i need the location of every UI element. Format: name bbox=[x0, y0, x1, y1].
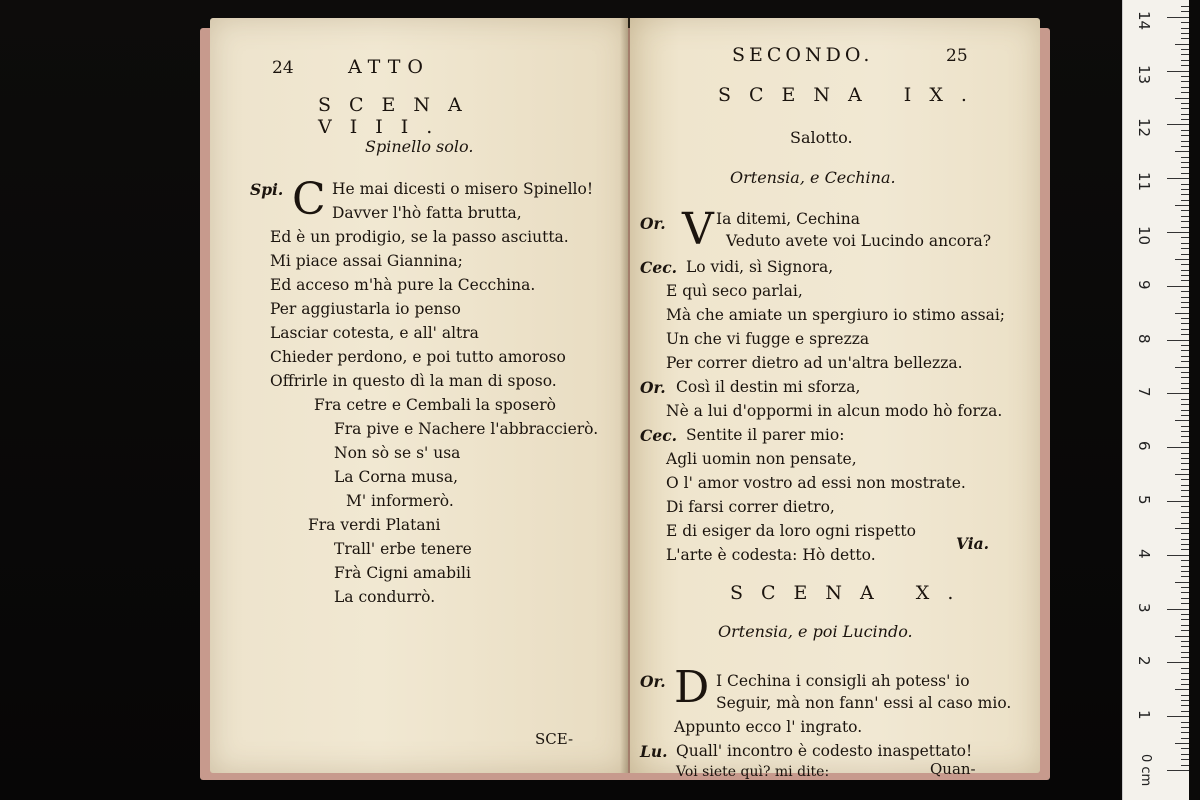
ruler-tick bbox=[1181, 549, 1189, 550]
verse-line bbox=[640, 426, 677, 445]
verse-line: La Corna musa, bbox=[334, 468, 459, 486]
ruler-tick bbox=[1175, 151, 1189, 152]
ruler-number: 11 bbox=[1135, 172, 1153, 192]
verse-line bbox=[640, 672, 666, 691]
scene-characters: Ortensia, e Cechina. bbox=[730, 168, 896, 187]
ruler-tick bbox=[1181, 431, 1189, 432]
ruler-tick bbox=[1181, 361, 1189, 362]
ruler-tick bbox=[1167, 662, 1189, 663]
verse-line: O l' amor vostro ad essi non mostrate. bbox=[666, 474, 966, 492]
ruler-tick bbox=[1181, 614, 1189, 615]
ruler-tick bbox=[1181, 576, 1189, 577]
ruler-tick bbox=[1181, 318, 1189, 319]
ruler-tick bbox=[1181, 657, 1189, 658]
ruler-tick bbox=[1175, 205, 1189, 206]
verse-line: Quall' incontro è codesto inaspettato! bbox=[676, 742, 973, 760]
ruler-tick bbox=[1181, 490, 1189, 491]
verse-line: Lasciar cotesta, e all' altra bbox=[270, 324, 479, 342]
ruler-tick bbox=[1181, 442, 1189, 443]
ruler-tick bbox=[1181, 533, 1189, 534]
verse-line: Ed acceso m'hà pure la Cecchina. bbox=[270, 276, 536, 294]
ruler-tick bbox=[1181, 221, 1189, 222]
ruler-tick bbox=[1175, 367, 1189, 368]
ruler-tick bbox=[1181, 738, 1189, 739]
ruler-tick bbox=[1181, 587, 1189, 588]
ruler-tick bbox=[1181, 200, 1189, 201]
ruler-tick bbox=[1181, 410, 1189, 411]
ruler-tick bbox=[1167, 447, 1189, 448]
ruler-tick bbox=[1181, 189, 1189, 190]
ruler-tick bbox=[1181, 350, 1189, 351]
ruler-tick bbox=[1181, 732, 1189, 733]
catchword: Quan- bbox=[930, 760, 976, 778]
page-number: 25 bbox=[946, 46, 968, 66]
speaker-label: Lu. bbox=[640, 742, 668, 761]
ruler-tick bbox=[1181, 162, 1189, 163]
ruler-tick bbox=[1181, 345, 1189, 346]
ruler-tick bbox=[1181, 227, 1189, 228]
ruler-tick bbox=[1175, 636, 1189, 637]
ruler-tick bbox=[1181, 114, 1189, 115]
drop-cap: C bbox=[292, 174, 326, 225]
verse-line: Di farsi correr dietro, bbox=[666, 498, 835, 516]
verse-line: E di esiger da loro ogni rispetto bbox=[666, 522, 916, 540]
verse-line: I Cechina i consigli ah potess' io bbox=[716, 672, 970, 690]
verse-line: Veduto avete voi Lucindo ancora? bbox=[726, 232, 992, 250]
ruler-tick bbox=[1181, 506, 1189, 507]
verse-line: Davver l'hò fatta brutta, bbox=[332, 204, 522, 222]
ruler-tick bbox=[1181, 652, 1189, 653]
ruler-tick bbox=[1181, 302, 1189, 303]
verse-line: Per aggiustarla io penso bbox=[270, 300, 461, 318]
ruler-tick bbox=[1167, 124, 1189, 125]
ruler-tick bbox=[1181, 399, 1189, 400]
scene-setting: Salotto. bbox=[790, 128, 853, 147]
ruler-tick bbox=[1167, 71, 1189, 72]
verse-line: Voi siete quì? mi dite: bbox=[676, 764, 830, 780]
verse-line: Ed è un prodigio, se la passo asciutta. bbox=[270, 228, 569, 246]
ruler-tick bbox=[1181, 646, 1189, 647]
ruler-tick bbox=[1175, 689, 1189, 690]
ruler-tick bbox=[1167, 340, 1189, 341]
ruler-number: 13 bbox=[1135, 64, 1153, 84]
ruler-tick bbox=[1181, 496, 1189, 497]
ruler-tick bbox=[1181, 329, 1189, 330]
ruler-tick bbox=[1175, 528, 1189, 529]
ruler-tick bbox=[1175, 44, 1189, 45]
ruler-tick bbox=[1181, 517, 1189, 518]
scene-setting: Spinello solo. bbox=[365, 137, 474, 156]
ruler-tick bbox=[1181, 254, 1189, 255]
ruler-tick bbox=[1181, 356, 1189, 357]
verse-line: Fra pive e Nachere l'abbraccierò. bbox=[334, 420, 599, 438]
drop-cap: V bbox=[682, 204, 714, 255]
ruler-tick bbox=[1167, 393, 1189, 394]
ruler-tick bbox=[1181, 727, 1189, 728]
ruler-number: 14 bbox=[1135, 10, 1153, 30]
scene-title: SCENA VIII. bbox=[318, 94, 480, 138]
stage-direction: Via. bbox=[956, 534, 990, 553]
verse-line: Sentite il parer mio: bbox=[686, 426, 845, 444]
ruler-tick bbox=[1181, 270, 1189, 271]
verse-line: Fra cetre e Cembali la sposerò bbox=[314, 396, 556, 414]
ruler-tick bbox=[1181, 479, 1189, 480]
ruler-tick bbox=[1181, 458, 1189, 459]
ruler-tick bbox=[1167, 178, 1189, 179]
verse-line: Agli uomin non pensate, bbox=[666, 450, 857, 468]
ruler-number: 7 bbox=[1135, 387, 1153, 397]
ruler-tick bbox=[1181, 372, 1189, 373]
ruler-tick bbox=[1181, 108, 1189, 109]
speaker-label: Or. bbox=[640, 672, 666, 691]
ruler-tick bbox=[1181, 603, 1189, 604]
verse-line: Lo vidi, sì Signora, bbox=[686, 258, 834, 276]
ruler-tick bbox=[1181, 765, 1189, 766]
verse-line bbox=[250, 180, 283, 199]
ruler-tick bbox=[1167, 17, 1189, 18]
ruler-tick bbox=[1181, 167, 1189, 168]
ruler-tick bbox=[1181, 119, 1189, 120]
ruler-unit-label: 0 cm bbox=[1138, 754, 1153, 787]
ruler-tick bbox=[1181, 297, 1189, 298]
verse-line: Mà che amiate un spergiuro io stimo assai; bbox=[666, 306, 1006, 324]
ruler-number: 6 bbox=[1135, 441, 1153, 451]
verse-line: Per correr dietro ad un'altra bellezza. bbox=[666, 354, 963, 372]
verse-line bbox=[640, 258, 677, 277]
ruler-tick bbox=[1167, 716, 1189, 717]
ruler-tick bbox=[1181, 141, 1189, 142]
ruler-tick bbox=[1175, 743, 1189, 744]
ruler-tick bbox=[1181, 280, 1189, 281]
ruler-tick bbox=[1181, 711, 1189, 712]
ruler-tick bbox=[1181, 404, 1189, 405]
ruler-tick bbox=[1181, 184, 1189, 185]
ruler-tick bbox=[1181, 668, 1189, 669]
speaker-label: Cec. bbox=[640, 258, 678, 277]
verse-line: E quì seco parlai, bbox=[666, 282, 803, 300]
ruler-tick bbox=[1181, 135, 1189, 136]
verse-line: Un che vi fugge e sprezza bbox=[666, 330, 870, 348]
ruler-tick bbox=[1181, 92, 1189, 93]
ruler-tick bbox=[1175, 259, 1189, 260]
ruler-tick bbox=[1181, 157, 1189, 158]
ruler-tick bbox=[1181, 323, 1189, 324]
verse-line bbox=[640, 214, 666, 233]
ruler-tick bbox=[1181, 307, 1189, 308]
ruler-tick bbox=[1181, 237, 1189, 238]
speaker-label: Spi. bbox=[250, 180, 284, 199]
ruler-tick bbox=[1181, 33, 1189, 34]
verse-line: Trall' erbe tenere bbox=[334, 540, 472, 558]
ruler-tick bbox=[1181, 81, 1189, 82]
scene-characters: Ortensia, e poi Lucindo. bbox=[718, 622, 913, 641]
speaker-label: Or. bbox=[640, 378, 666, 397]
ruler-tick bbox=[1167, 555, 1189, 556]
verse-line: Chieder perdono, e poi tutto amoroso bbox=[270, 348, 566, 366]
ruler-tick bbox=[1181, 722, 1189, 723]
ruler-tick bbox=[1181, 49, 1189, 50]
verse-line: He mai dicesti o misero Spinello! bbox=[332, 180, 594, 198]
ruler-number: 8 bbox=[1135, 333, 1153, 344]
ruler-number: 5 bbox=[1135, 495, 1153, 505]
running-head: SECONDO. bbox=[732, 44, 874, 66]
ruler-tick bbox=[1181, 28, 1189, 29]
ruler-tick bbox=[1181, 22, 1189, 23]
ruler-tick bbox=[1181, 275, 1189, 276]
verse-line bbox=[640, 378, 666, 397]
ruler-tick bbox=[1181, 216, 1189, 217]
verse-line: Non sò se s' usa bbox=[334, 444, 461, 462]
ruler-tick bbox=[1175, 420, 1189, 421]
ruler-tick bbox=[1181, 544, 1189, 545]
verse-line: L'arte è codesta: Hò detto. bbox=[666, 546, 876, 564]
ruler-tick bbox=[1181, 748, 1189, 749]
ruler-tick bbox=[1181, 598, 1189, 599]
ruler-tick bbox=[1181, 388, 1189, 389]
ruler-tick bbox=[1175, 474, 1189, 475]
ruler-tick bbox=[1181, 641, 1189, 642]
verse-line: Appunto ecco l' ingrato. bbox=[674, 718, 863, 736]
verse-line bbox=[640, 742, 668, 761]
ruler-number: 4 bbox=[1135, 548, 1153, 559]
ruler-tick bbox=[1175, 98, 1189, 99]
verse-line: Fra verdi Platani bbox=[308, 516, 441, 534]
speaker-label: Cec. bbox=[640, 426, 678, 445]
verse-line: Ia ditemi, Cechina bbox=[716, 210, 860, 228]
verse-line: Seguir, mà non fann' essi al caso mio. bbox=[716, 694, 1012, 712]
ruler-tick bbox=[1181, 38, 1189, 39]
ruler-tick bbox=[1181, 415, 1189, 416]
ruler-tick bbox=[1181, 566, 1189, 567]
ruler-tick bbox=[1181, 463, 1189, 464]
ruler-number: 3 bbox=[1135, 602, 1153, 613]
ruler-tick bbox=[1181, 523, 1189, 524]
ruler-tick bbox=[1181, 619, 1189, 620]
ruler-tick bbox=[1181, 210, 1189, 211]
scene-title: SCENA X. bbox=[730, 582, 972, 604]
verse-line: M' informerò. bbox=[346, 492, 454, 510]
ruler-tick bbox=[1181, 383, 1189, 384]
ruler-tick bbox=[1181, 334, 1189, 335]
scene-title: SCENA IX. bbox=[718, 84, 985, 106]
ruler-tick bbox=[1181, 173, 1189, 174]
page-number: 24 bbox=[272, 58, 294, 78]
ruler-tick bbox=[1181, 426, 1189, 427]
ruler-tick bbox=[1175, 582, 1189, 583]
verse-line: Nè a lui d'oppormi in alcun modo hò forza. bbox=[666, 402, 1003, 420]
ruler-tick bbox=[1181, 512, 1189, 513]
ruler-tick bbox=[1167, 286, 1189, 287]
running-head: ATTO bbox=[348, 56, 430, 78]
speaker-label: Or. bbox=[640, 214, 666, 233]
ruler-tick bbox=[1181, 377, 1189, 378]
ruler-tick bbox=[1181, 485, 1189, 486]
ruler-tick bbox=[1181, 436, 1189, 437]
verse-line: Offrirle in questo dì la man di sposo. bbox=[270, 372, 557, 390]
ruler-tick bbox=[1181, 130, 1189, 131]
ruler-tick bbox=[1181, 695, 1189, 696]
ruler-tick bbox=[1181, 264, 1189, 265]
ruler-tick bbox=[1181, 700, 1189, 701]
ruler-tick bbox=[1181, 754, 1189, 755]
ruler-tick bbox=[1181, 592, 1189, 593]
catchword: SCE- bbox=[535, 730, 574, 748]
ruler-tick bbox=[1181, 76, 1189, 77]
ruler-tick bbox=[1181, 684, 1189, 685]
ruler-tick bbox=[1181, 291, 1189, 292]
ruler-tick bbox=[1181, 453, 1189, 454]
ruler-tick bbox=[1181, 243, 1189, 244]
verse-line: Così il destin mi sforza, bbox=[676, 378, 861, 396]
ruler-tick bbox=[1181, 87, 1189, 88]
ruler-number: 9 bbox=[1135, 279, 1153, 290]
ruler-tick bbox=[1167, 770, 1189, 771]
ruler-tick bbox=[1181, 625, 1189, 626]
measuring-ruler bbox=[1122, 0, 1189, 800]
ruler-tick bbox=[1181, 248, 1189, 249]
ruler-number: 2 bbox=[1135, 656, 1153, 666]
ruler-tick bbox=[1181, 54, 1189, 55]
ruler-tick bbox=[1181, 539, 1189, 540]
right-page bbox=[630, 18, 1040, 780]
ruler-tick bbox=[1181, 60, 1189, 61]
ruler-number: 10 bbox=[1135, 226, 1153, 246]
ruler-tick bbox=[1181, 6, 1189, 7]
ruler-number: 12 bbox=[1135, 118, 1153, 138]
drop-cap: D bbox=[674, 662, 710, 713]
ruler-tick bbox=[1181, 630, 1189, 631]
ruler-tick bbox=[1181, 679, 1189, 680]
ruler-tick bbox=[1181, 705, 1189, 706]
ruler-tick bbox=[1167, 501, 1189, 502]
ruler-number: 1 bbox=[1135, 710, 1153, 720]
ruler-tick bbox=[1167, 609, 1189, 610]
ruler-tick bbox=[1181, 673, 1189, 674]
ruler-tick bbox=[1181, 146, 1189, 147]
ruler-tick bbox=[1181, 65, 1189, 66]
ruler-tick bbox=[1181, 469, 1189, 470]
ruler-tick bbox=[1167, 232, 1189, 233]
ruler-tick bbox=[1181, 103, 1189, 104]
ruler-tick bbox=[1181, 11, 1189, 12]
verse-line: Mi piace assai Giannina; bbox=[270, 252, 463, 270]
ruler-tick bbox=[1181, 571, 1189, 572]
ruler-tick bbox=[1181, 194, 1189, 195]
verse-line: La condurrò. bbox=[334, 588, 436, 606]
left-page bbox=[210, 18, 628, 773]
ruler-tick bbox=[1175, 313, 1189, 314]
ruler-tick bbox=[1181, 560, 1189, 561]
verse-line: Frà Cigni amabili bbox=[334, 564, 471, 582]
ruler-tick bbox=[1181, 759, 1189, 760]
